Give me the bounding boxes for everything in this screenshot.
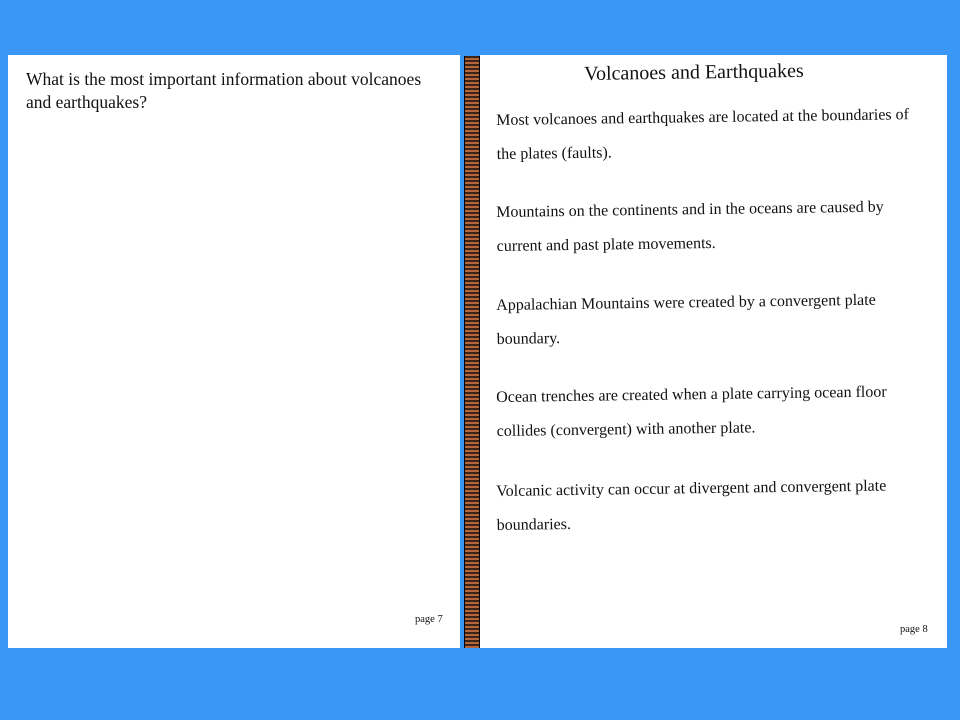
fact-statement: Appalachian Mountains were created by a convergent plate boundary. [496,291,876,348]
fact-statement: Most volcanoes and earthquakes are located at the boundaries of the plates (faults). [496,106,910,163]
left-notebook-page [8,55,460,648]
question-prompt: What is the most important information about volcanoes and earthquakes? [26,69,422,112]
fact-statement: Mountains on the continents and in the oceans are caused by current and past plate movements. [496,198,884,255]
right-notebook-page [480,55,947,648]
fact-statement: Ocean trenches are created when a plate carrying ocean floor collides (convergent) with another plate. [496,383,887,440]
page-number-right: page 8 [900,624,928,635]
fact-statement: Volcanic activity can occur at divergent and convergent plate boundaries. [496,477,887,534]
page-number-left: page 7 [415,614,443,625]
spiral-binding [464,56,480,648]
page-title: Volcanoes and Earthquakes [584,59,804,85]
